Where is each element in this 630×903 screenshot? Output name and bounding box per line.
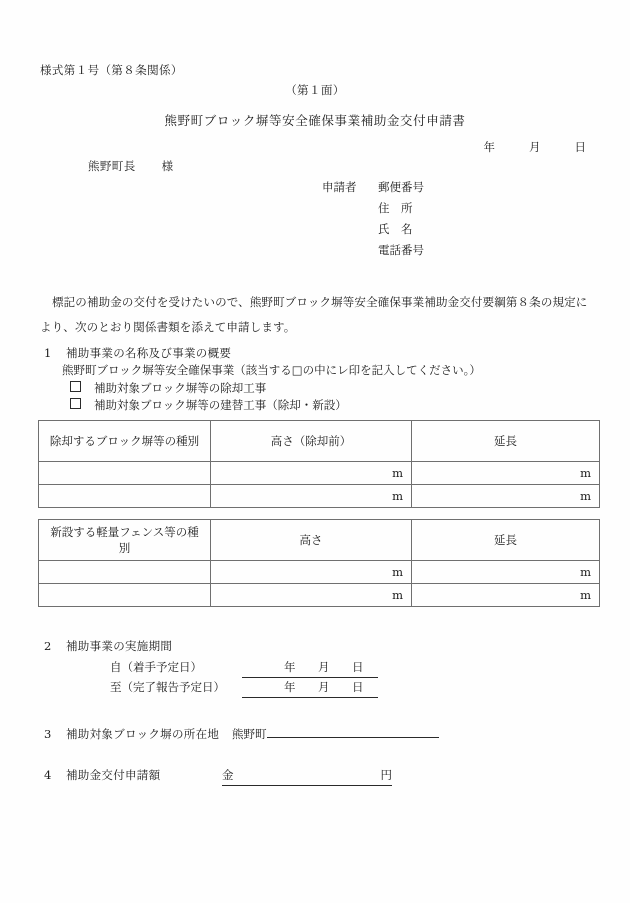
section-4-title: 補助金交付申請額: [66, 768, 161, 782]
applicant-row-postal: [322, 177, 424, 198]
newfence-cell-kind[interactable]: [39, 584, 211, 607]
removal-cell-length[interactable]: m: [412, 485, 600, 508]
section-4-amount-field[interactable]: [222, 767, 392, 786]
removal-header-length: 延長: [412, 421, 600, 462]
applicant-field-phone-label: 電話番号: [378, 243, 424, 257]
applicant-row-address: [322, 198, 424, 219]
applicant-field-name-label: 氏 名: [378, 222, 413, 236]
checkbox-label-removal: 補助対象ブロック塀等の除却工事: [94, 381, 267, 395]
date-year-label: 年: [483, 140, 495, 154]
section-3-title: 補助対象ブロック塀の所在地: [66, 727, 220, 741]
section-1-heading: [44, 345, 231, 361]
section-3-heading: [44, 726, 219, 742]
page-face-label: （第１面）: [285, 83, 345, 97]
applicant-field-address-label: 住 所: [378, 201, 413, 215]
section-1-title: 補助事業の名称及び事業の概要: [66, 346, 232, 360]
location-prefix-label: 熊野町: [232, 727, 267, 741]
removal-cell-length[interactable]: m: [412, 462, 600, 485]
table-header-row: [39, 520, 600, 561]
section-2-end-date-row: [110, 679, 378, 698]
start-date-year-label: 年: [284, 660, 296, 674]
section-2-start-date-row: [110, 659, 378, 678]
addressee: [88, 158, 174, 174]
table-row[interactable]: [39, 485, 600, 508]
newfence-cell-kind[interactable]: [39, 561, 211, 584]
section-3-location-field[interactable]: [232, 726, 439, 742]
applicant-label: 申請者: [322, 180, 357, 194]
applicant-row-name: [322, 219, 424, 240]
new-fence-table: [38, 519, 600, 607]
section-2-title: 補助事業の実施期間: [66, 639, 173, 653]
form-number: 様式第１号（第８条関係）: [40, 63, 183, 77]
date-month-label: 月: [529, 140, 541, 154]
newfence-cell-height[interactable]: m: [211, 561, 412, 584]
newfence-header-length: 延長: [412, 520, 600, 561]
section-3-number: 3: [44, 727, 52, 741]
newfence-header-height: 高さ: [211, 520, 412, 561]
removal-table: [38, 420, 600, 508]
removal-cell-kind[interactable]: [39, 485, 211, 508]
section-1-number: 1: [44, 346, 52, 360]
removal-header-kind: 除却するブロック塀等の種別: [39, 421, 211, 462]
end-date-label: 至（完了報告予定日）: [110, 680, 225, 694]
end-date-year-label: 年: [284, 680, 296, 694]
section-2-number: 2: [44, 639, 52, 653]
addressee-honorific: 様: [161, 159, 174, 173]
end-date-day-label: 日: [352, 680, 364, 694]
location-input[interactable]: [267, 735, 439, 738]
checkbox-square-icon[interactable]: [70, 381, 81, 392]
checkbox-label-replacement: 補助対象ブロック塀等の建替工事（除却・新設）: [94, 398, 347, 412]
removal-header-height: 高さ（除却前）: [211, 421, 412, 462]
date-day-label: 日: [574, 140, 586, 154]
section-4-heading: [44, 767, 160, 783]
checkbox-row-removal[interactable]: [70, 380, 266, 396]
applicant-row-phone: [322, 240, 424, 261]
start-date-day-label: 日: [352, 660, 364, 674]
newfence-cell-length[interactable]: m: [412, 561, 600, 584]
start-date-month-label: 月: [318, 660, 330, 674]
removal-cell-height[interactable]: m: [211, 462, 412, 485]
newfence-cell-height[interactable]: m: [211, 584, 412, 607]
currency-prefix-label: 金: [222, 768, 234, 782]
table-row[interactable]: [39, 561, 600, 584]
addressee-recipient: 熊野町長: [88, 159, 136, 173]
section-2-heading: [44, 638, 172, 654]
checkbox-row-replacement[interactable]: [70, 397, 347, 413]
removal-cell-kind[interactable]: [39, 462, 211, 485]
amount-input[interactable]: [222, 767, 392, 786]
table-row[interactable]: [39, 462, 600, 485]
checkbox-square-icon[interactable]: [70, 398, 81, 409]
end-date-field[interactable]: [242, 679, 378, 698]
document-title: 熊野町ブロック塀等安全確保事業補助金交付申請書: [164, 113, 466, 128]
body-paragraph: 標記の補助金の交付を受けたいので、熊野町ブロック塀等安全確保事業補助金交付要綱第８条の規定により、次のとおり関係書類を添えて申請します。: [40, 295, 588, 334]
table-row[interactable]: [39, 584, 600, 607]
applicant-block: [322, 177, 424, 261]
newfence-cell-length[interactable]: m: [412, 584, 600, 607]
currency-suffix-label: 円: [380, 768, 392, 782]
date-line: [0, 139, 630, 155]
section-4-number: 4: [44, 768, 52, 782]
applicant-field-postal-label: 郵便番号: [378, 180, 424, 194]
removal-cell-height[interactable]: m: [211, 485, 412, 508]
start-date-label: 自（着手予定日）: [110, 660, 202, 674]
end-date-month-label: 月: [318, 680, 330, 694]
section-1-note: 熊野町ブロック塀等安全確保事業（該当する□の中にレ印を記入してください。）: [62, 363, 481, 377]
table-header-row: [39, 421, 600, 462]
newfence-header-kind: 新設する軽量フェンス等の種別: [39, 520, 211, 561]
start-date-field[interactable]: [242, 659, 378, 678]
